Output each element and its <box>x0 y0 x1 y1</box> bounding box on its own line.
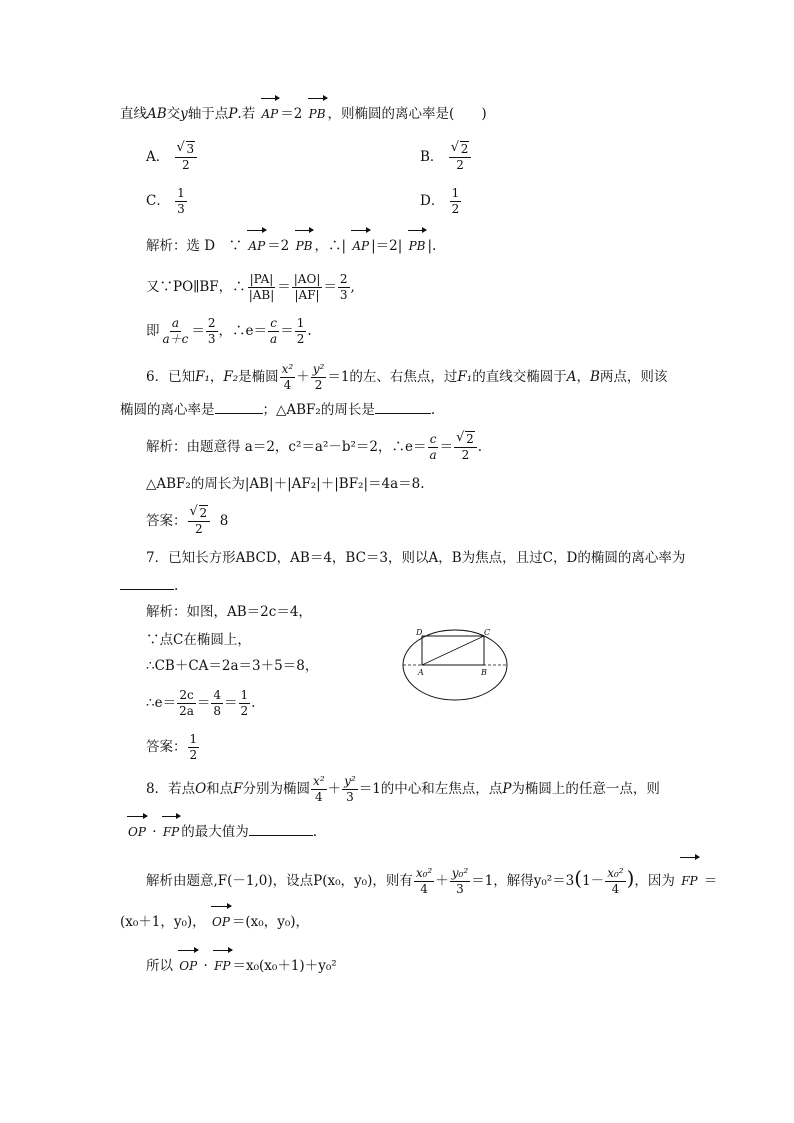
label-d: D <box>416 628 423 637</box>
vector-pb: PB <box>307 104 328 124</box>
q5-stem: 直线AB交y轴于点P.若 AP ＝2 PB ，则椭圆的离心率是( ) <box>120 106 487 122</box>
answer-blank[interactable] <box>249 823 313 836</box>
q5-solution-line1: 解析：选 D ∵ AP ＝2 PB ，∴| AP |＝2| PB |. <box>146 238 437 254</box>
q6-answer: 答案： √ 2 2 8 <box>146 504 229 536</box>
vector-ap: AP <box>260 104 281 124</box>
q7-stem-line2: . <box>120 576 178 596</box>
option-c: C． $\frac{1}{3}$ <box>146 186 185 216</box>
q7-solution-line3: ∴CB＋CA＝2a＝3＋5＝8， <box>146 658 319 674</box>
label-b: B <box>481 668 487 677</box>
q5-solution-line3: 即 $\frac{a}{a+c}$ ＝ $\frac{2}{3}$ ，∴e＝ $\frac{c}{a}$ ＝ $\frac{1}{2}$ . <box>146 316 312 346</box>
answer-blank[interactable] <box>120 577 174 590</box>
q7-stem: 7．已知长方形ABCD，AB＝4，BC＝3，则以A，B为焦点，且过C，D的椭圆的离心率为 <box>146 550 686 566</box>
ellipse-rectangle-figure <box>400 626 510 704</box>
q7-solution-line2: ∵点C在椭圆上， <box>146 632 251 648</box>
option-d: D． $\frac{1}{2}$ <box>420 186 460 216</box>
q7-solution-line1: 解析：如图，AB＝2c＝4， <box>146 604 312 620</box>
diagonal-ac <box>422 636 484 665</box>
q7-solution-line4: ∴e＝ $\frac{2c}{2a}$ ＝ $\frac{4}{8}$ ＝ $\frac{1}{2}$ . <box>146 688 256 718</box>
q6-solution-line1: 解析：由题意得 a＝2，c²＝a²－b²＝2，∴e＝ $\frac{c}{a}$ ＝ √ 2 2 . <box>146 430 483 462</box>
q6-stem-line2: 椭圆的离心率是 ；△ABF₂的周长是 . <box>120 402 436 418</box>
answer-blank[interactable] <box>375 401 431 414</box>
q8-solution-line2: (x₀＋1，y₀)， OP ＝(x₀，y₀)， <box>120 914 310 930</box>
q8-solution-line3: 所以 OP · FP ＝x₀(x₀＋1)＋y₀² <box>146 958 337 974</box>
q6-solution-line2: △ABF₂的周长为|AB|＋|AF₂|＋|BF₂|＝4a＝8. <box>146 476 425 492</box>
q5-solution-line2: 又∵PO∥BF，∴ $\frac{|PA|}{|AB|}$ ＝ $\frac{|AO|}{|AF|}$ ＝ $\frac{2}{3}$ , <box>146 272 355 302</box>
q8-solution-line1: 解析由题意,F(－1,0)，设点P(x₀，y₀)，则有 $\frac{\text{x₀²}}{4}$ ＋ $\frac{\text{y₀²}}{3}$ ＝1，解得y₀²＝3(1－ $\frac{\text{x₀²}}{4}$ )，因为 FP ＝ <box>146 860 717 899</box>
label-a: A <box>418 668 424 677</box>
option-b: B． √ 2 2 <box>420 140 472 174</box>
q8-stem: 8．若点O和点F分别为椭圆 $\frac{\text{x²}}{4}$ ＋ $\frac{\text{y²}}{3}$ ＝1的中心和左焦点，点P为椭圆上的任意一点，则 <box>146 774 660 804</box>
label-c: C <box>484 628 491 637</box>
answer-blank[interactable] <box>215 401 263 414</box>
q6-stem: 6．已知F₁，F₂是椭圆 $\frac{\text{x²}}{4}$ ＋ $\frac{\text{y²}}{2}$ ＝1的左、右焦点，过F₁的直线交椭圆于A，B两点，则该 <box>146 362 668 392</box>
q8-stem-line2: OP · FP 的最大值为 . <box>128 824 318 840</box>
q7-answer: 答案： $\frac{1}{2}$ <box>146 732 198 762</box>
option-a: A． √ 3 2 <box>146 140 198 174</box>
